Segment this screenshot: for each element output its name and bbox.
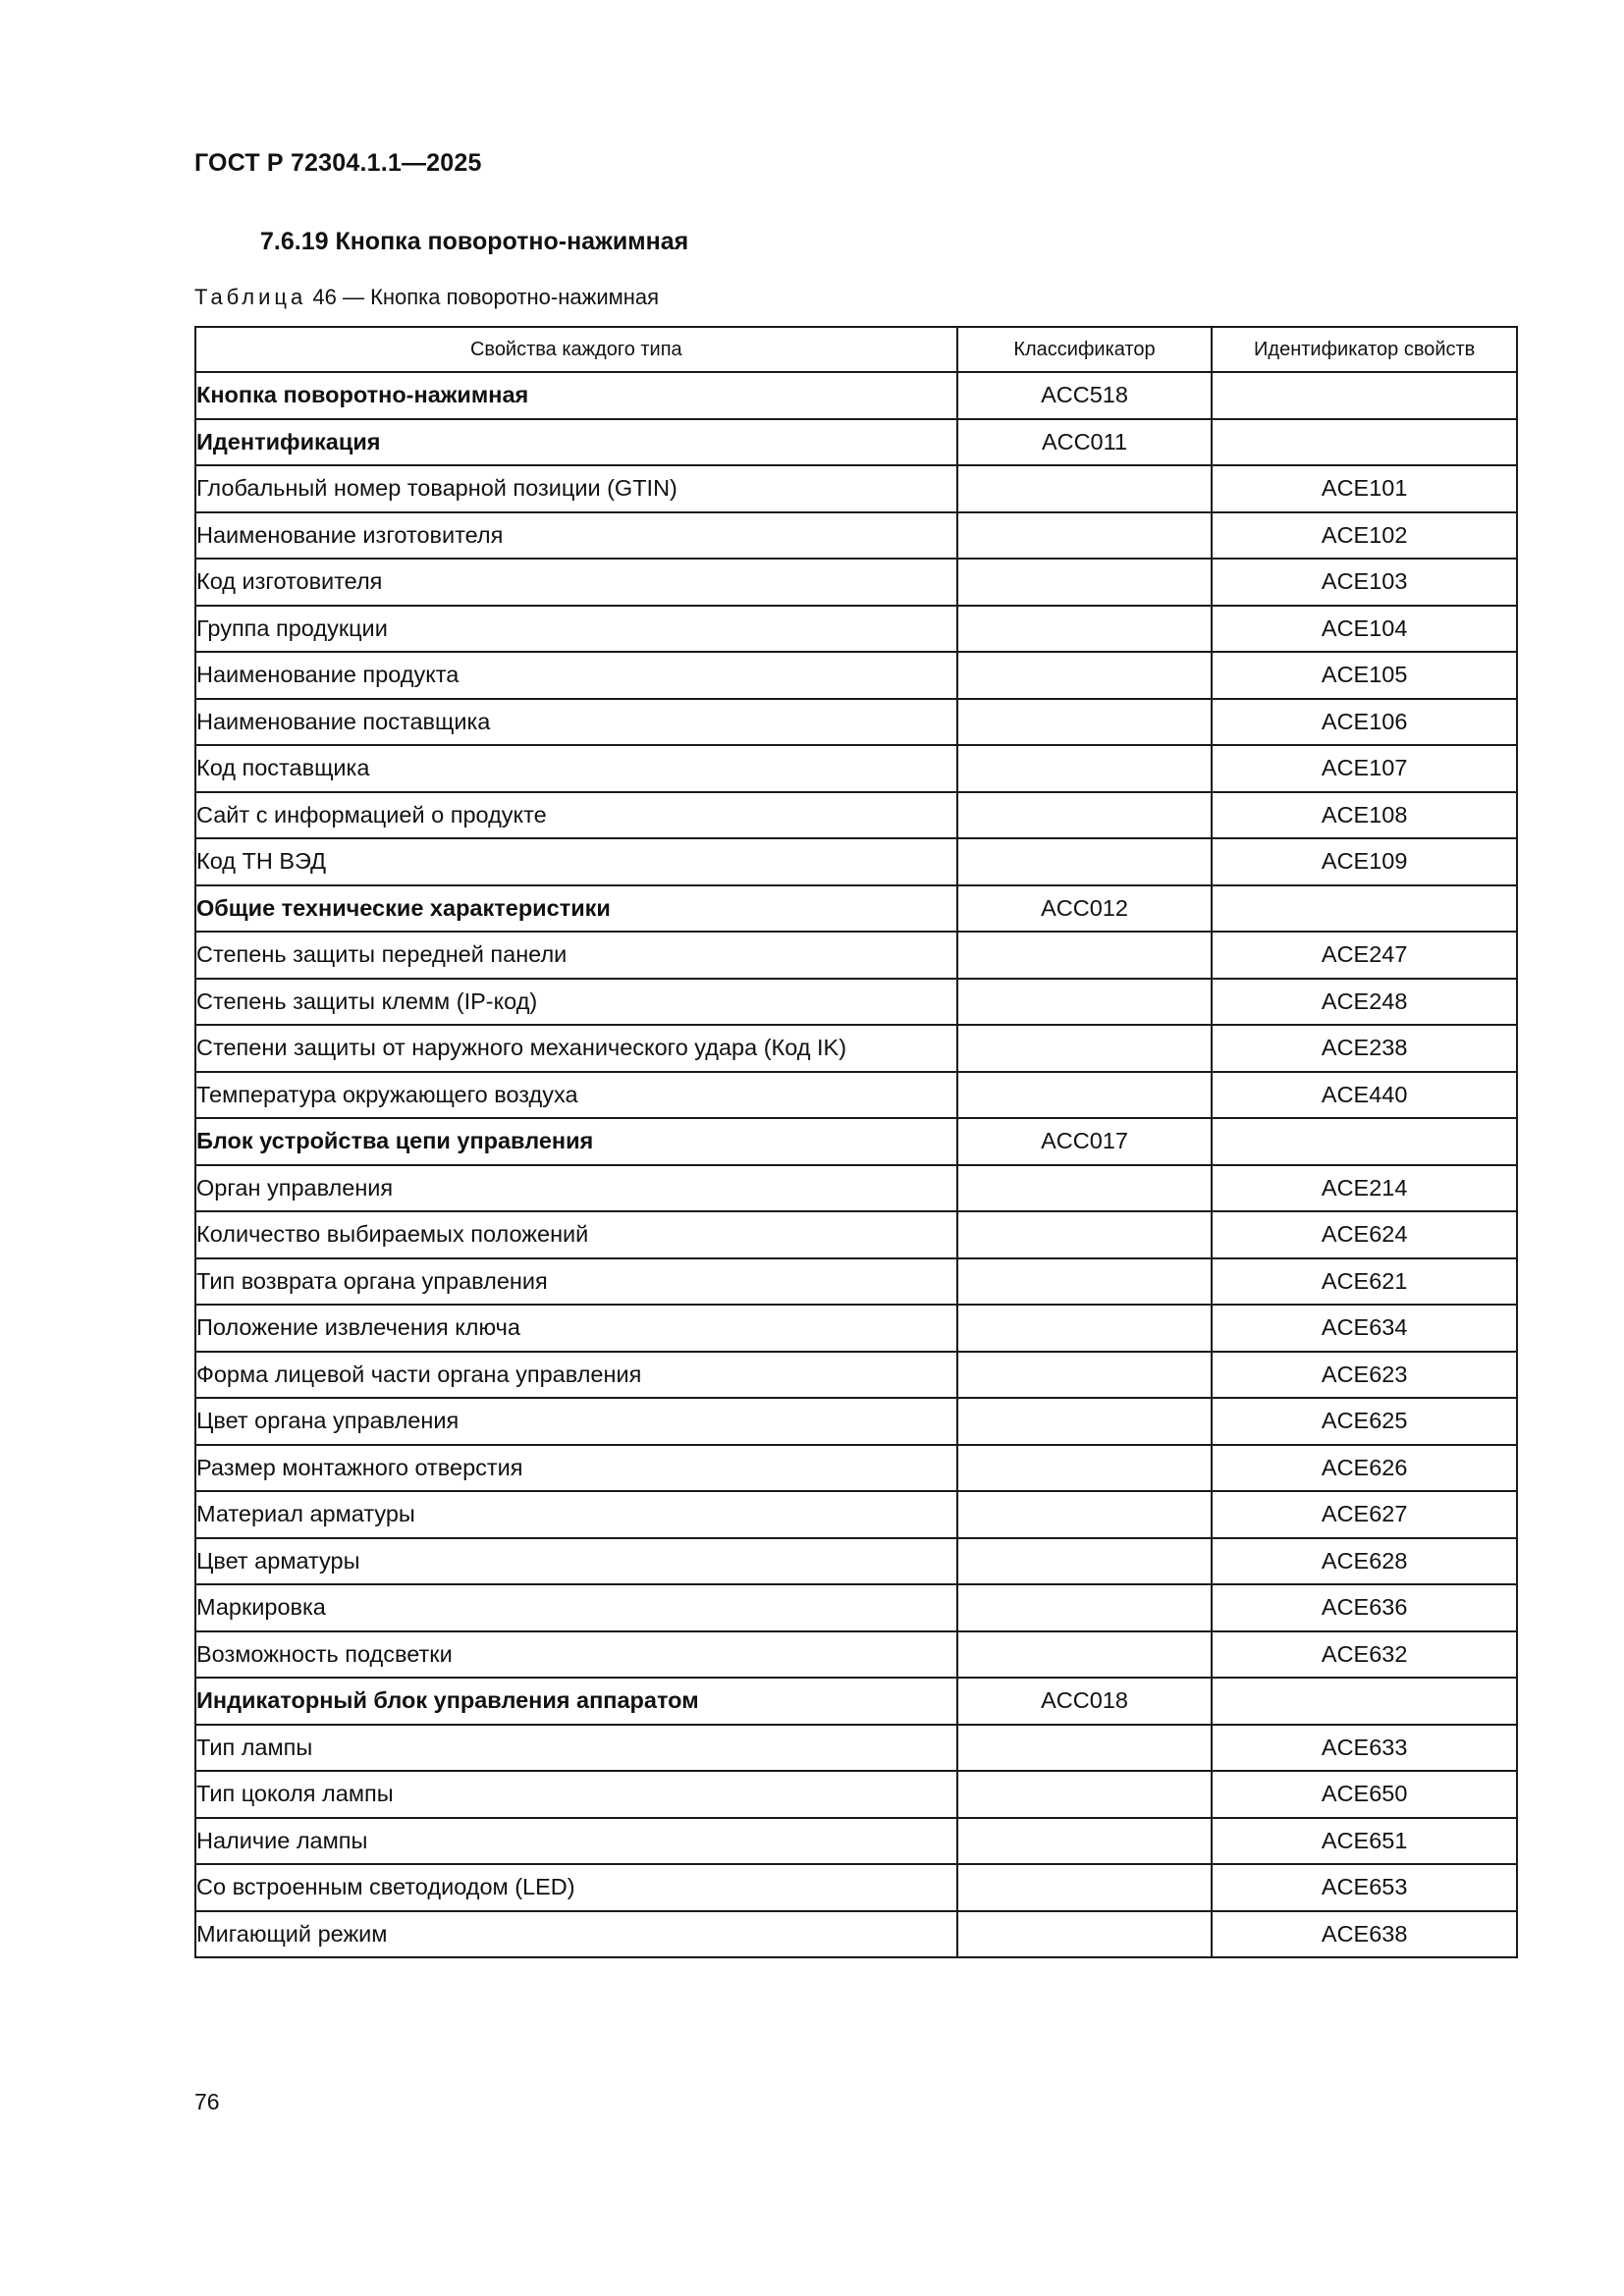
- classifier-cell: [957, 606, 1213, 653]
- property-id-cell: ACE214: [1212, 1165, 1517, 1212]
- classifier-cell: [957, 1725, 1213, 1772]
- property-id-cell: ACE440: [1212, 1072, 1517, 1119]
- property-id-cell: [1212, 419, 1517, 466]
- property-id-cell: ACE638: [1212, 1911, 1517, 1958]
- document-standard-header: ГОСТ Р 72304.1.1—2025: [194, 149, 482, 177]
- table-row: [195, 559, 1517, 606]
- property-id-cell: ACE627: [1212, 1491, 1517, 1538]
- table-row: [195, 1165, 1517, 1212]
- property-name-cell: Наименование изготовителя: [195, 512, 957, 560]
- property-id-cell: [1212, 885, 1517, 933]
- property-name-cell: Количество выбираемых положений: [195, 1211, 957, 1258]
- property-id-cell: ACE101: [1212, 465, 1517, 512]
- property-name-cell: Код изготовителя: [195, 559, 957, 606]
- classifier-cell: [957, 979, 1213, 1026]
- property-name-cell: Наличие лампы: [195, 1818, 957, 1865]
- table-row: [195, 1305, 1517, 1352]
- section-title: 7.6.19 Кнопка поворотно-нажимная: [260, 228, 689, 255]
- property-name-cell: Группа продукции: [195, 606, 957, 653]
- property-name-cell: Наименование продукта: [195, 652, 957, 699]
- property-name-cell: Мигающий режим: [195, 1911, 957, 1958]
- property-name-cell: Размер монтажного отверстия: [195, 1445, 957, 1492]
- classifier-cell: [957, 559, 1213, 606]
- classifier-cell: [957, 1445, 1213, 1492]
- classifier-cell: [957, 652, 1213, 699]
- property-id-cell: ACE238: [1212, 1025, 1517, 1072]
- classifier-cell: ACC012: [957, 885, 1213, 933]
- table-row: [195, 1771, 1517, 1818]
- table-row: [195, 1818, 1517, 1865]
- table-row: [195, 885, 1517, 933]
- table-row: [195, 1025, 1517, 1072]
- property-name-cell: Степень защиты клемм (IP-код): [195, 979, 957, 1026]
- property-id-cell: ACE109: [1212, 838, 1517, 885]
- classifier-cell: [957, 745, 1213, 792]
- property-name-cell: Цвет органа управления: [195, 1398, 957, 1445]
- column-header-property-id: Идентификатор свойств: [1212, 327, 1517, 372]
- table-row: [195, 1445, 1517, 1492]
- property-id-cell: ACE248: [1212, 979, 1517, 1026]
- table-caption-text: 46 — Кнопка поворотно-нажимная: [306, 285, 660, 309]
- classifier-cell: ACC518: [957, 372, 1213, 419]
- property-id-cell: ACE104: [1212, 606, 1517, 653]
- table-row: [195, 1118, 1517, 1165]
- column-header-properties: Свойства каждого типа: [195, 327, 957, 372]
- property-id-cell: ACE650: [1212, 1771, 1517, 1818]
- property-name-cell: Код ТН ВЭД: [195, 838, 957, 885]
- property-id-cell: ACE633: [1212, 1725, 1517, 1772]
- property-id-cell: ACE624: [1212, 1211, 1517, 1258]
- table-row: [195, 1864, 1517, 1911]
- property-name-cell: Цвет арматуры: [195, 1538, 957, 1585]
- property-name-cell: Тип цоколя лампы: [195, 1771, 957, 1818]
- classifier-cell: [957, 1305, 1213, 1352]
- table-row: [195, 1678, 1517, 1725]
- property-id-cell: [1212, 1118, 1517, 1165]
- property-name-cell: Орган управления: [195, 1165, 957, 1212]
- property-name-cell: Глобальный номер товарной позиции (GTIN): [195, 465, 957, 512]
- property-id-cell: ACE621: [1212, 1258, 1517, 1306]
- table-row: [195, 1538, 1517, 1585]
- table-row: [195, 419, 1517, 466]
- property-id-cell: ACE247: [1212, 932, 1517, 979]
- property-id-cell: ACE105: [1212, 652, 1517, 699]
- classifier-cell: [957, 1818, 1213, 1865]
- table-row: [195, 838, 1517, 885]
- table-row: [195, 699, 1517, 746]
- property-name-cell: Форма лицевой части органа управления: [195, 1352, 957, 1399]
- table-caption-label: Таблица: [194, 285, 307, 309]
- property-id-cell: [1212, 372, 1517, 419]
- property-name-cell: Код поставщика: [195, 745, 957, 792]
- table-row: [195, 1258, 1517, 1306]
- property-name-cell: Блок устройства цепи управления: [195, 1118, 957, 1165]
- property-id-cell: ACE623: [1212, 1352, 1517, 1399]
- classifier-cell: [957, 699, 1213, 746]
- page-number: 76: [194, 2089, 220, 2114]
- classifier-cell: [957, 465, 1213, 512]
- classifier-cell: [957, 1165, 1213, 1212]
- property-id-cell: ACE636: [1212, 1584, 1517, 1631]
- property-id-cell: ACE103: [1212, 559, 1517, 606]
- table-row: [195, 512, 1517, 560]
- classifier-cell: [957, 1584, 1213, 1631]
- property-name-cell: Возможность подсветки: [195, 1631, 957, 1679]
- property-name-cell: Сайт с информацией о продукте: [195, 792, 957, 839]
- table-row: [195, 372, 1517, 419]
- property-id-cell: ACE651: [1212, 1818, 1517, 1865]
- property-name-cell: Степени защиты от наружного механического удара (Код IK): [195, 1025, 957, 1072]
- classifier-cell: [957, 1631, 1213, 1679]
- table-row: [195, 1584, 1517, 1631]
- property-id-cell: ACE106: [1212, 699, 1517, 746]
- classifier-cell: [957, 1258, 1213, 1306]
- classifier-cell: [957, 1491, 1213, 1538]
- property-name-cell: Маркировка: [195, 1584, 957, 1631]
- column-header-classifier: Классификатор: [957, 327, 1213, 372]
- table-row: [195, 979, 1517, 1026]
- property-name-cell: Индикаторный блок управления аппаратом: [195, 1678, 957, 1725]
- property-name-cell: Наименование поставщика: [195, 699, 957, 746]
- property-id-cell: ACE628: [1212, 1538, 1517, 1585]
- property-id-cell: ACE626: [1212, 1445, 1517, 1492]
- classifier-cell: ACC011: [957, 419, 1213, 466]
- property-name-cell: Со встроенным светодиодом (LED): [195, 1864, 957, 1911]
- property-name-cell: Температура окружающего воздуха: [195, 1072, 957, 1119]
- property-id-cell: ACE632: [1212, 1631, 1517, 1679]
- classifier-cell: [957, 1398, 1213, 1445]
- table-row: [195, 1072, 1517, 1119]
- property-id-cell: ACE625: [1212, 1398, 1517, 1445]
- classifier-cell: [957, 1072, 1213, 1119]
- property-id-cell: ACE653: [1212, 1864, 1517, 1911]
- property-name-cell: Идентификация: [195, 419, 957, 466]
- table-row: [195, 745, 1517, 792]
- property-id-cell: ACE102: [1212, 512, 1517, 560]
- property-id-cell: [1212, 1678, 1517, 1725]
- classifier-cell: [957, 512, 1213, 560]
- table-row: [195, 792, 1517, 839]
- classifier-cell: [957, 838, 1213, 885]
- property-name-cell: Общие технические характеристики: [195, 885, 957, 933]
- table-row: [195, 1352, 1517, 1399]
- property-name-cell: Материал арматуры: [195, 1491, 957, 1538]
- classifier-cell: [957, 1911, 1213, 1958]
- classifier-cell: ACC017: [957, 1118, 1213, 1165]
- table-row: [195, 1491, 1517, 1538]
- classifier-cell: [957, 1211, 1213, 1258]
- property-name-cell: Положение извлечения ключа: [195, 1305, 957, 1352]
- table-row: [195, 932, 1517, 979]
- classifier-cell: ACC018: [957, 1678, 1213, 1725]
- table-row: [195, 652, 1517, 699]
- property-name-cell: Кнопка поворотно-нажимная: [195, 372, 957, 419]
- property-name-cell: Тип лампы: [195, 1725, 957, 1772]
- property-name-cell: Тип возврата органа управления: [195, 1258, 957, 1306]
- properties-table: [194, 326, 1518, 1958]
- classifier-cell: [957, 792, 1213, 839]
- table-row: [195, 1398, 1517, 1445]
- classifier-cell: [957, 932, 1213, 979]
- property-name-cell: Степень защиты передней панели: [195, 932, 957, 979]
- table-row: [195, 606, 1517, 653]
- property-id-cell: ACE634: [1212, 1305, 1517, 1352]
- table-body: [195, 372, 1517, 1957]
- table-row: [195, 1631, 1517, 1679]
- classifier-cell: [957, 1538, 1213, 1585]
- table-row: [195, 465, 1517, 512]
- classifier-cell: [957, 1352, 1213, 1399]
- property-id-cell: ACE107: [1212, 745, 1517, 792]
- classifier-cell: [957, 1771, 1213, 1818]
- table-header-row: [195, 327, 1517, 372]
- classifier-cell: [957, 1025, 1213, 1072]
- table-row: [195, 1725, 1517, 1772]
- table-caption: [194, 285, 659, 310]
- table-row: [195, 1211, 1517, 1258]
- table-row: [195, 1911, 1517, 1958]
- classifier-cell: [957, 1864, 1213, 1911]
- property-id-cell: ACE108: [1212, 792, 1517, 839]
